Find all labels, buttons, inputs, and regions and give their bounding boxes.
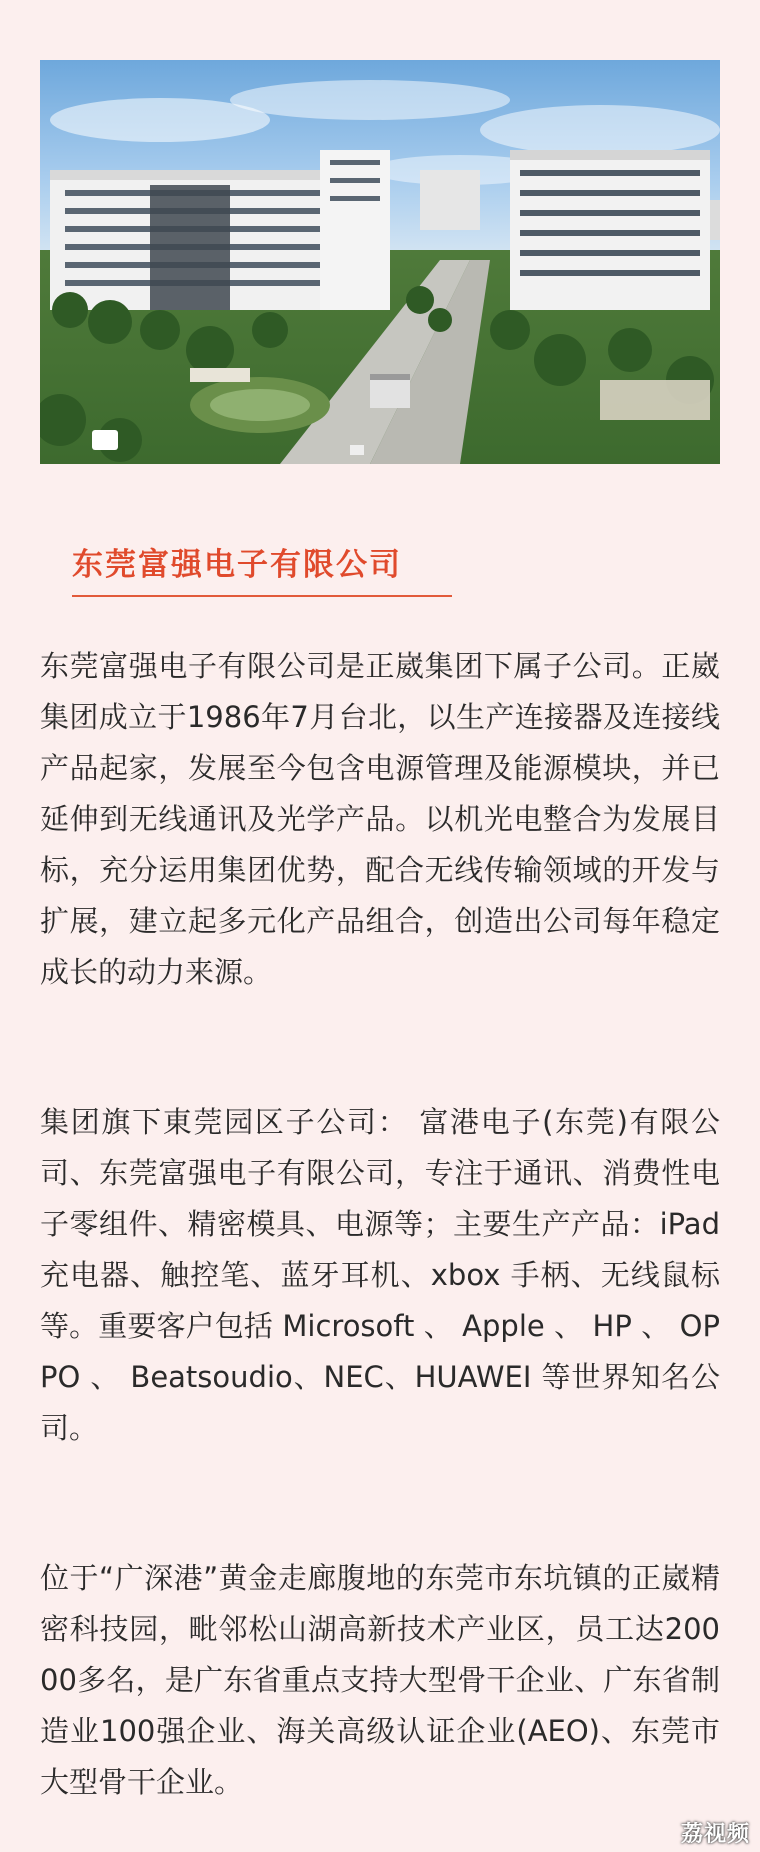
campus-aerial-photo bbox=[40, 60, 720, 464]
watermark-logo: 荔视频 bbox=[680, 1822, 750, 1847]
section-heading bbox=[72, 535, 452, 597]
heading-underline bbox=[72, 595, 452, 597]
paragraph-location: 位于“广深港”黄金走廊腹地的东莞市东坑镇的正崴精密科技园，毗邻松山湖高新技术产业区，员工达20000多名，是广东省重点支持大型骨干企业、广东省制造业100强企业、海关高级认证企业(AEO)、东莞市大型骨干企业。 bbox=[40, 1561, 720, 1799]
paragraph-subsidiaries: 集团旗下東莞园区子公司： 富港电子(东莞)有限公司、东莞富强电子有限公司，专注于通讯、消费性电子零组件、精密模具、电源等；主要生产产品：iPad 充电器、触控笔、蓝牙耳机、xbox 手柄、无线鼠标等。重要客户包括 Microsoft 、 Apple 、 HP 、 OPPO 、 Beatsoudio、NEC、HUAWEI 等世界知名公司。 bbox=[40, 1105, 720, 1445]
campus-photo-icon bbox=[40, 60, 720, 464]
paragraph-company-intro: 东莞富强电子有限公司是正崴集团下属子公司。正崴集团成立于1986年7月台北，以生产连接器及连接线产品起家，发展至今包含电源管理及能源模块，并已延伸到无线通讯及光学产品。以机光电整合为发展目标，充分运用集团优势，配合无线传输领域的开发与扩展，建立起多元化产品组合，创造出公司每年稳定成长的动力来源。 bbox=[40, 649, 720, 989]
company-title: 东莞富强电子有限公司 bbox=[72, 547, 402, 583]
